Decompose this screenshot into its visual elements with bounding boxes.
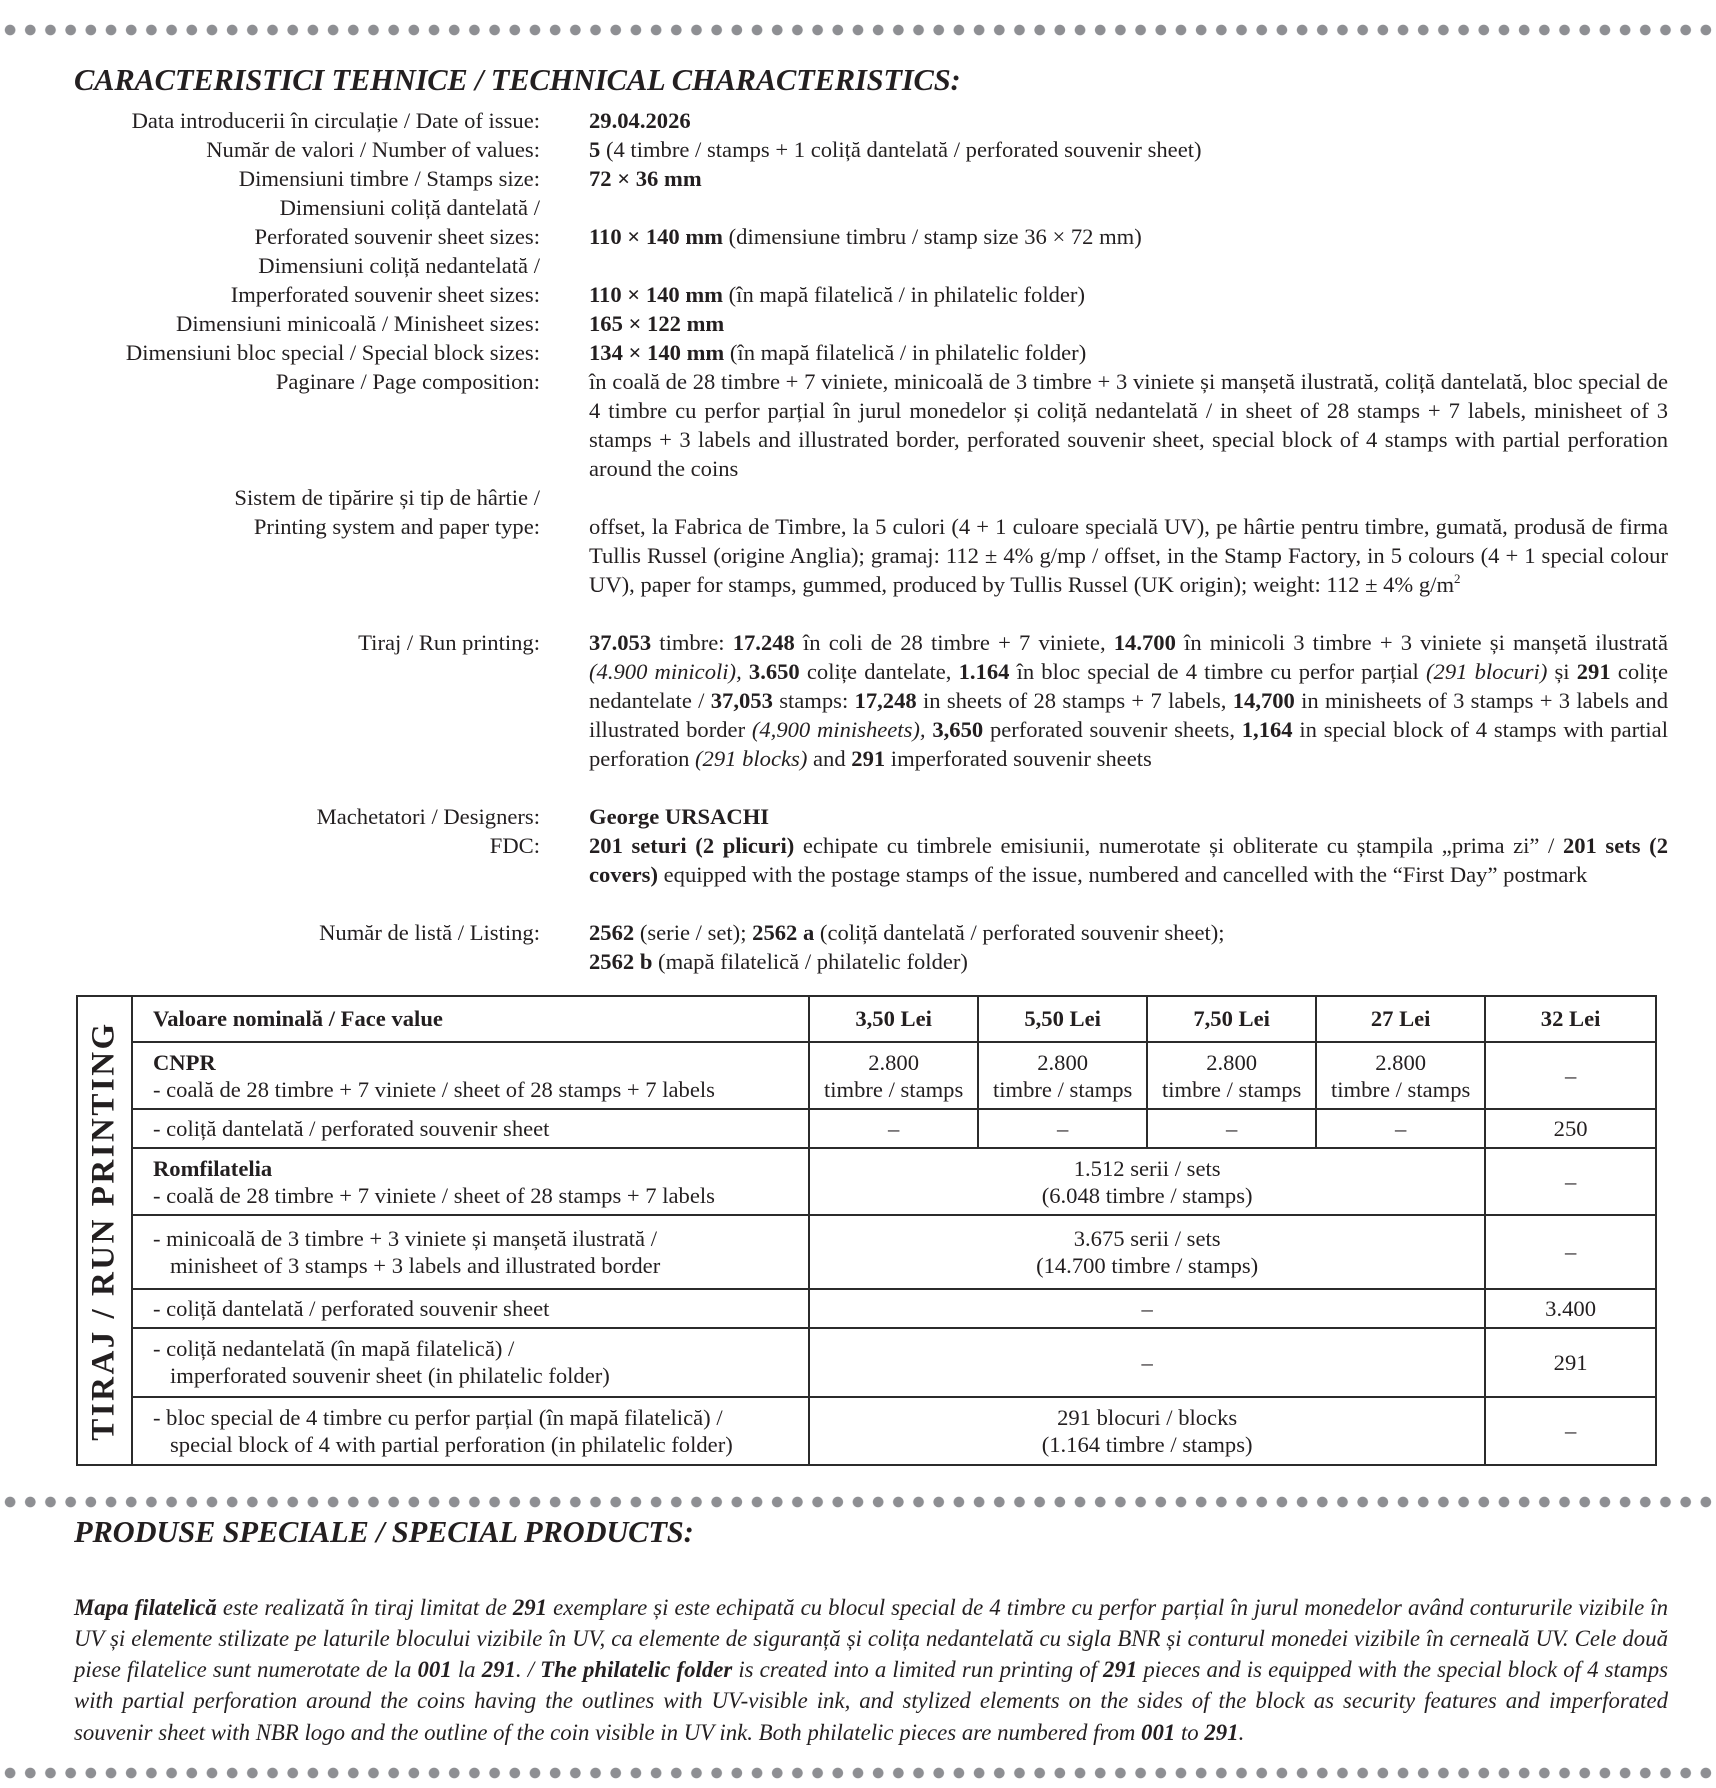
face-value-column-header: 7,50 Lei bbox=[1147, 996, 1316, 1042]
cell-line: (6.048 timbre / stamps) bbox=[1041, 1182, 1253, 1208]
spec-row bbox=[0, 918, 1716, 976]
text-run: imperforated souvenir sheets bbox=[885, 746, 1152, 771]
spec-label bbox=[0, 628, 540, 802]
spec-label-line: Imperforated souvenir sheet sizes: bbox=[230, 282, 540, 307]
cell-line: 3.675 serii / sets bbox=[1073, 1225, 1221, 1251]
spec-row bbox=[0, 106, 1716, 135]
spec-row bbox=[0, 367, 1716, 483]
text-run bbox=[742, 659, 749, 684]
text-run: 17.248 bbox=[732, 630, 795, 655]
spec-label bbox=[0, 106, 540, 135]
spec-label-line: Paginare / Page composition: bbox=[275, 369, 540, 394]
spec-label-line: Număr de listă / Listing: bbox=[319, 920, 540, 945]
spec-label bbox=[0, 135, 540, 164]
text-run: 134 × 140 mm bbox=[589, 340, 725, 365]
text-run: în minicoli 3 timbre + 3 viniete și manșetă ilustrată bbox=[1175, 630, 1668, 655]
description-line: - coală de 28 timbre + 7 viniete / sheet of 28 stamps + 7 labels bbox=[152, 1182, 715, 1208]
spec-row bbox=[0, 338, 1716, 367]
quantity-cell bbox=[809, 1109, 978, 1148]
text-run: 2562 bbox=[589, 920, 635, 945]
text-run: la bbox=[451, 1657, 482, 1683]
table-row bbox=[77, 1148, 1656, 1215]
spec-value-line bbox=[589, 512, 1668, 599]
spec-value-line bbox=[589, 135, 1668, 164]
spec-label bbox=[0, 193, 540, 251]
spec-label bbox=[0, 338, 540, 367]
text-run: 291 bbox=[1576, 659, 1611, 684]
spec-row bbox=[0, 164, 1716, 193]
text-run: offset, la Fabrica de Timbre, la 5 culori (4 + 1 culoare specială UV), pe hârtie pentru timbre, gumată, produsă de firma Tullis Russel (origine Anglia); gramaj: 112 ± 4% g/mp / offset, in the Stamp Factory, in 5 colours (4 + 1 special colour UV), paper for stamps, gummed, produced by Tullis Russel (UK origin); weight: 112 ± 4% g/m bbox=[589, 514, 1668, 597]
quantity-cell bbox=[1147, 1042, 1316, 1109]
spec-label-line: Număr de valori / Number of values: bbox=[206, 137, 540, 162]
spec-label-line: Dimensiuni minicoală / Minisheet sizes: bbox=[176, 311, 540, 336]
spec-row bbox=[0, 802, 1716, 831]
text-run: 291 bbox=[512, 1594, 548, 1620]
text-run: 37.053 bbox=[589, 630, 652, 655]
spec-value-line bbox=[589, 222, 1668, 251]
text-run: colițe nedantelate / bbox=[589, 659, 1668, 713]
cell-line: 2.800 bbox=[1206, 1049, 1258, 1075]
quantity-cell: 3.400 bbox=[1485, 1289, 1656, 1329]
technical-characteristics-list bbox=[0, 106, 1716, 976]
spec-value-line bbox=[589, 802, 1668, 831]
spec-label-line: Dimensiuni coliță nedantelată / bbox=[258, 253, 540, 278]
table-row bbox=[77, 1109, 1656, 1148]
text-run: George URSACHI bbox=[589, 804, 770, 829]
cell-line: (14.700 timbre / stamps) bbox=[1036, 1252, 1259, 1278]
quantity-cell: 291 bbox=[1485, 1328, 1656, 1396]
text-run: (dimensiune timbru / stamp size 36 × 72 mm) bbox=[723, 224, 1142, 249]
quantity-cell bbox=[978, 1109, 1147, 1148]
text-run: 291 bbox=[1204, 1719, 1239, 1745]
text-run: (4 timbre / stamps + 1 coliță dantelată / perforated souvenir sheet) bbox=[600, 137, 1202, 162]
text-run: este realizată în tiraj limitat de bbox=[216, 1594, 513, 1620]
spec-value-line bbox=[589, 280, 1668, 309]
text-run: . / bbox=[515, 1657, 541, 1683]
table-row bbox=[77, 1397, 1656, 1465]
spec-value-line bbox=[589, 947, 1668, 976]
text-run: perforated souvenir sheets, bbox=[983, 717, 1242, 742]
spec-value-line bbox=[589, 164, 1668, 193]
merged-quantity-cell bbox=[809, 1215, 1485, 1288]
face-value-column-header: 3,50 Lei bbox=[809, 996, 978, 1042]
quantity-cell bbox=[1316, 1109, 1485, 1148]
text-run: 2562 b bbox=[589, 949, 653, 974]
text-run: în coală de 28 timbre + 7 viniete, minicoală de 3 timbre + 3 viniete și manșetă ilustrată, coliță dantelată, bloc special de 4 timbre cu perfor parțial în jurul monedelor și coliță nedantelată / in sheet of 28 stamps + 7 labels, minisheet of 3 stamps + 3 labels and illustrated border, perforated souvenir sheet, special block of 4 stamps with partial perforation around the coins bbox=[589, 369, 1668, 481]
table-header-row bbox=[77, 996, 1656, 1042]
text-run: echipate cu timbrele emisiunii, numerotate și obliterate cu ștampila „prima zi” / bbox=[794, 833, 1563, 858]
spec-value bbox=[589, 106, 1668, 135]
text-run: 291 bbox=[481, 1657, 516, 1683]
spec-value-line bbox=[589, 831, 1668, 889]
spec-value bbox=[589, 222, 1668, 251]
spec-label bbox=[0, 251, 540, 309]
face-value-header: Valoare nominală / Face value bbox=[132, 996, 809, 1042]
spec-label bbox=[0, 831, 540, 918]
spec-value bbox=[589, 367, 1668, 483]
spec-label-line: Dimensiuni coliță dantelată / bbox=[279, 195, 540, 220]
text-run: Mapa filatelică bbox=[74, 1594, 217, 1620]
cell-line: – bbox=[1056, 1116, 1069, 1142]
spec-label-line: Machetatori / Designers: bbox=[316, 804, 540, 829]
spec-label-line: Sistem de tipărire și tip de hârtie / bbox=[234, 485, 540, 510]
spec-value bbox=[589, 802, 1668, 831]
spec-value bbox=[589, 918, 1668, 976]
text-run: in special block of 4 stamps with partial perforation bbox=[589, 717, 1668, 771]
dotted-separator-top bbox=[0, 24, 1716, 36]
text-run: (în mapă filatelică / in philatelic folder) bbox=[724, 340, 1087, 365]
spec-label bbox=[0, 164, 540, 193]
text-run: 3.650 bbox=[748, 659, 800, 684]
special-products-title: PRODUSE SPECIALE / SPECIAL PRODUCTS: bbox=[74, 1514, 694, 1549]
text-run: 201 seturi (2 plicuri) bbox=[589, 833, 795, 858]
row-description bbox=[132, 1328, 809, 1396]
cell-line: – bbox=[1141, 1349, 1153, 1375]
spec-row bbox=[0, 135, 1716, 164]
text-run: and bbox=[807, 746, 852, 771]
quantity-cell: – bbox=[1485, 1215, 1656, 1288]
face-value-column-header: 5,50 Lei bbox=[978, 996, 1147, 1042]
description-line: minisheet of 3 stamps + 3 labels and illustrated border bbox=[169, 1252, 661, 1278]
text-run: exemplare și este echipată cu blocul special de 4 timbre cu perfor parțial în jurul monedelor având contururile vizibile în UV și elemente stilizate pe laturile blocului vizibile în UV, ca elemente de siguranță și colița nedantelată cu sigla BNR și conturul monedei vizibile în cerneală UV. Cele două piese filatelice sunt numerotate de la bbox=[74, 1594, 1668, 1683]
table-row bbox=[77, 1289, 1656, 1329]
quantity-cell bbox=[1485, 1109, 1656, 1148]
description-line: - coliță dantelată / perforated souvenir sheet bbox=[152, 1295, 550, 1321]
cell-line: (1.164 timbre / stamps) bbox=[1041, 1431, 1253, 1457]
quantity-cell bbox=[809, 1042, 978, 1109]
cell-line: – bbox=[1564, 1063, 1577, 1089]
table-row bbox=[77, 1215, 1656, 1288]
text-run: 291 bbox=[851, 746, 886, 771]
spec-label-line: Dimensiuni timbre / Stamps size: bbox=[238, 166, 540, 191]
description-line: - coliță nedantelată (în mapă filatelică) / bbox=[152, 1336, 515, 1362]
text-run: 001 bbox=[417, 1657, 452, 1683]
text-run: is created into a limited run printing of bbox=[732, 1657, 1104, 1683]
text-run: 201 sets (2 covers) bbox=[589, 833, 1668, 887]
text-run: The philatelic folder bbox=[540, 1657, 733, 1683]
merged-quantity-cell bbox=[809, 1397, 1485, 1465]
row-description bbox=[132, 1148, 809, 1215]
face-value-column-header: 27 Lei bbox=[1316, 996, 1485, 1042]
cell-line: 1.512 serii / sets bbox=[1073, 1155, 1221, 1181]
text-run: . bbox=[1238, 1719, 1245, 1745]
description-line: imperforated souvenir sheet (in philatelic folder) bbox=[169, 1363, 610, 1389]
cell-line: – bbox=[1226, 1116, 1238, 1142]
cell-line: timbre / stamps bbox=[823, 1076, 964, 1102]
run-printing-side-label-cell bbox=[77, 996, 132, 1465]
text-run: 37,053 bbox=[710, 688, 773, 713]
quantity-cell bbox=[1485, 1042, 1656, 1109]
run-printing-side-label: TIRAJ / RUN PRINTING bbox=[85, 1020, 122, 1441]
spec-row bbox=[0, 831, 1716, 918]
quantity-cell bbox=[1147, 1109, 1316, 1148]
spec-label bbox=[0, 483, 540, 628]
table-row bbox=[77, 1042, 1656, 1109]
text-run: 14.700 bbox=[1113, 630, 1176, 655]
distributor-name: Romfilatelia bbox=[152, 1155, 273, 1181]
spec-value-line bbox=[589, 309, 1668, 338]
merged-quantity-cell bbox=[809, 1289, 1485, 1329]
description-line: - bloc special de 4 timbre cu perfor parțial (în mapă filatelică) / bbox=[152, 1404, 723, 1430]
cell-line: 250 bbox=[1553, 1116, 1588, 1142]
special-products-paragraph bbox=[74, 1592, 1668, 1748]
spec-label-line: FDC: bbox=[489, 833, 540, 858]
spec-row bbox=[0, 309, 1716, 338]
spec-label-line: Printing system and paper type: bbox=[253, 514, 540, 539]
quantity-cell bbox=[978, 1042, 1147, 1109]
technical-characteristics-title: CARACTERISTICI TEHNICE / TECHNICAL CHARACTERISTICS: bbox=[74, 62, 961, 97]
description-line: - coală de 28 timbre + 7 viniete / sheet of 28 stamps + 7 labels bbox=[152, 1076, 715, 1102]
quantity-cell: – bbox=[1485, 1148, 1656, 1215]
spec-value-line bbox=[589, 628, 1668, 773]
text-run: to bbox=[1175, 1719, 1205, 1745]
text-run: 110 × 140 mm bbox=[589, 282, 723, 307]
text-run: (291 blocuri) bbox=[1426, 659, 1548, 684]
row-description bbox=[132, 1042, 809, 1109]
text-run: 5 bbox=[589, 137, 601, 162]
spec-label bbox=[0, 918, 540, 976]
spec-value bbox=[589, 135, 1668, 164]
text-run: in sheets of 28 stamps + 7 labels, bbox=[916, 688, 1233, 713]
text-run: 110 × 140 mm bbox=[589, 224, 723, 249]
spec-label bbox=[0, 309, 540, 338]
spec-value-line bbox=[589, 367, 1668, 483]
text-run: (în mapă filatelică / in philatelic folder) bbox=[723, 282, 1085, 307]
description-line: - coliță dantelată / perforated souvenir sheet bbox=[152, 1116, 550, 1142]
cell-line: 291 blocuri / blocks bbox=[1057, 1404, 1238, 1430]
cell-line: – bbox=[1395, 1116, 1407, 1142]
merged-quantity-cell bbox=[809, 1148, 1485, 1215]
spec-value bbox=[589, 628, 1668, 773]
cell-line: – bbox=[1141, 1295, 1153, 1321]
spec-row bbox=[0, 483, 1716, 628]
text-run: 2 bbox=[1454, 571, 1461, 586]
spec-label-line: Data introducerii în circulație / Date of issue: bbox=[131, 108, 540, 133]
text-run: 17,248 bbox=[854, 688, 917, 713]
text-run: (coliță dantelată / perforated souvenir sheet); bbox=[814, 920, 1225, 945]
cell-line: timbre / stamps bbox=[992, 1076, 1133, 1102]
row-description bbox=[132, 1289, 809, 1329]
text-run: 72 × 36 mm bbox=[589, 166, 702, 191]
text-run: (4,900 minisheets), bbox=[751, 717, 926, 742]
description-line: special block of 4 with partial perforation (in philatelic folder) bbox=[169, 1431, 733, 1457]
spec-value-line bbox=[589, 106, 1668, 135]
text-run: 1.164 bbox=[958, 659, 1010, 684]
row-description bbox=[132, 1397, 809, 1465]
distributor-name: CNPR bbox=[152, 1049, 216, 1075]
row-description bbox=[132, 1215, 809, 1288]
cell-line: 2.800 bbox=[1375, 1049, 1427, 1075]
text-run: în bloc special de 4 timbre cu perfor parțial bbox=[1009, 659, 1426, 684]
text-run: 291 bbox=[1103, 1657, 1138, 1683]
spec-value bbox=[589, 164, 1668, 193]
spec-label bbox=[0, 802, 540, 831]
quantity-cell bbox=[1316, 1042, 1485, 1109]
text-run: (mapă filatelică / philatelic folder) bbox=[652, 949, 968, 974]
text-run: (serie / set); bbox=[634, 920, 753, 945]
spec-label bbox=[0, 367, 540, 483]
cell-line: 2.800 bbox=[868, 1049, 920, 1075]
spec-value bbox=[589, 338, 1668, 367]
text-run: 29.04.2026 bbox=[589, 108, 691, 133]
row-description bbox=[132, 1109, 809, 1148]
cell-line: timbre / stamps bbox=[1161, 1076, 1302, 1102]
spec-label-line: Perforated souvenir sheet sizes: bbox=[254, 224, 540, 249]
text-run: 3,650 bbox=[932, 717, 984, 742]
spec-value-line bbox=[589, 918, 1668, 947]
cell-line: – bbox=[887, 1116, 900, 1142]
text-run: 2562 a bbox=[752, 920, 815, 945]
spec-label-line: Tiraj / Run printing: bbox=[358, 630, 540, 655]
text-run: (4.900 minicoli), bbox=[589, 659, 742, 684]
spec-value-line bbox=[589, 338, 1668, 367]
text-run: pieces and is equipped with the special block of 4 stamps with partial perforation around the coins having the outlines with UV-visible ink, and stylized elements on the sides of the block as security features and imperforated souvenir sheet with NBR logo and the outline of the coin visible in UV ink. Both philatelic pieces are numbered from bbox=[74, 1657, 1668, 1745]
dotted-separator-middle bbox=[0, 1496, 1716, 1508]
spec-label-line: Dimensiuni bloc special / Special block sizes: bbox=[125, 340, 540, 365]
spec-row bbox=[0, 251, 1716, 309]
text-run: stamps: bbox=[772, 688, 855, 713]
dotted-separator-bottom bbox=[0, 1767, 1716, 1779]
text-run: în coli de 28 timbre + 7 viniete, bbox=[794, 630, 1114, 655]
text-run: equipped with the postage stamps of the issue, numbered and cancelled with the “First Day” postmark bbox=[658, 862, 1588, 887]
merged-quantity-cell bbox=[809, 1328, 1485, 1396]
spec-row bbox=[0, 628, 1716, 802]
face-value-column-header: 32 Lei bbox=[1485, 996, 1656, 1042]
table-row bbox=[77, 1328, 1656, 1396]
run-printing-table bbox=[76, 995, 1657, 1466]
quantity-cell: – bbox=[1485, 1397, 1656, 1465]
text-run: 001 bbox=[1141, 1719, 1176, 1745]
cell-line: timbre / stamps bbox=[1331, 1076, 1471, 1102]
text-run: colițe dantelate, bbox=[799, 659, 959, 684]
spec-value bbox=[589, 831, 1668, 889]
text-run: 14,700 bbox=[1232, 688, 1295, 713]
cell-line: 2.800 bbox=[1037, 1049, 1089, 1075]
text-run: (291 blocks) bbox=[695, 746, 808, 771]
spec-row bbox=[0, 193, 1716, 251]
text-run: in minisheets of 3 stamps + 3 labels and illustrated border bbox=[589, 688, 1668, 742]
spec-value bbox=[589, 309, 1668, 338]
text-run: timbre: bbox=[651, 630, 733, 655]
text-run: și bbox=[1547, 659, 1577, 684]
text-run: 1,164 bbox=[1241, 717, 1293, 742]
text-run: 165 × 122 mm bbox=[589, 311, 725, 336]
spec-value bbox=[589, 512, 1668, 599]
description-line: - minicoală de 3 timbre + 3 viniete și manșetă ilustrată / bbox=[152, 1225, 657, 1251]
spec-value bbox=[589, 280, 1668, 309]
